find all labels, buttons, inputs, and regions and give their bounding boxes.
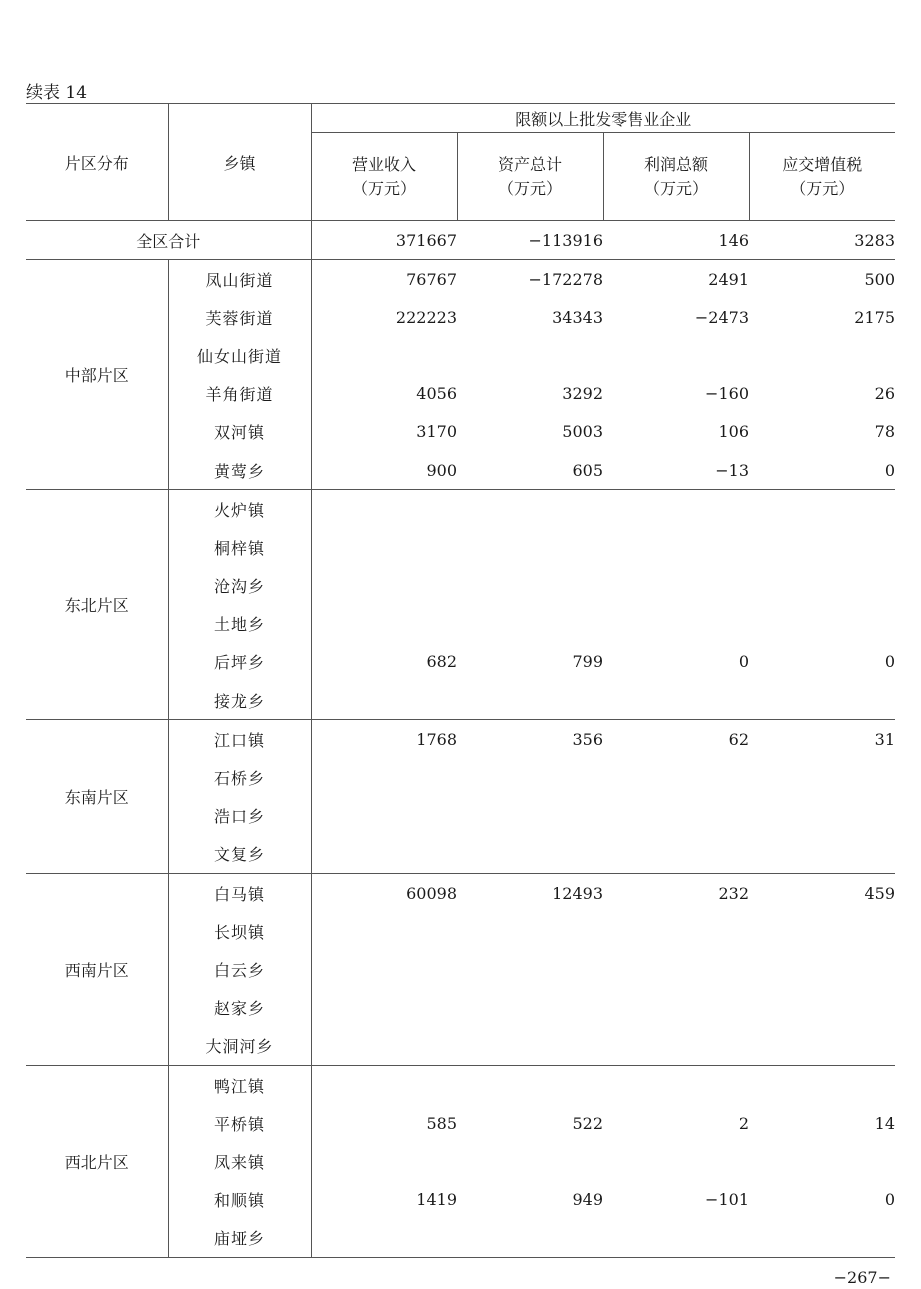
value-cell [603,797,749,835]
value-cell: 60098 [406,883,457,903]
value-cell: 0 [738,652,749,672]
table-caption: 续表 14 [26,83,88,103]
total-label: 全区合计 [26,221,311,260]
value-cell: 0 [884,652,896,672]
value-cell [311,528,457,566]
value-cell [457,336,603,374]
region-group [26,490,895,720]
value-cell: 900 [426,460,457,480]
town-cell: 长坝镇 [168,912,311,950]
value-cell: −101 [705,1190,749,1210]
value-cell: 14 [874,1113,896,1133]
value-cell: 500 [864,269,896,289]
value-cell [457,528,603,566]
value-cell [603,1219,749,1258]
header-town: 乡镇 [168,104,311,221]
value-cell [311,1142,457,1180]
value-cell: 1419 [416,1190,457,1210]
value-cell [603,1142,749,1180]
value-cell [311,1065,457,1104]
town-cell: 沧沟乡 [168,567,311,605]
value-cell [749,567,895,605]
total-section [26,221,895,260]
value-cell: 2175 [854,307,896,327]
header-revenue: 营业收入 （万元） [311,133,457,221]
value-cell: 222223 [395,307,457,327]
value-cell [603,1065,749,1104]
value-cell [603,681,749,720]
town-cell: 白云乡 [168,950,311,988]
town-cell: 和顺镇 [168,1181,311,1219]
header-profit: 利润总额 （万元） [603,133,749,221]
value-cell: 356 [572,729,603,749]
region-cell: 西南片区 [26,874,168,1066]
value-cell [457,567,603,605]
total-value: −113916 [457,221,603,260]
table-row [26,260,895,299]
value-cell: 3292 [562,384,603,404]
value-cell [311,567,457,605]
value-cell: 0 [884,1190,896,1210]
value-cell [603,490,749,529]
value-cell [749,336,895,374]
value-cell: 106 [718,422,749,442]
value-cell [749,1065,895,1104]
value-cell: 522 [572,1113,603,1133]
table-row [26,490,895,529]
value-cell: 31 [874,729,896,749]
value-cell [311,912,457,950]
value-cell: 78 [874,422,896,442]
value-cell: 76767 [406,269,457,289]
value-cell [311,797,457,835]
value-cell: 4056 [416,384,457,404]
value-cell [749,605,895,643]
value-cell [457,950,603,988]
value-cell [311,1027,457,1066]
value-cell: 949 [572,1190,603,1210]
town-cell: 土地乡 [168,605,311,643]
value-cell: 3170 [416,422,457,442]
value-cell [749,528,895,566]
region-group [26,1065,895,1257]
value-cell [603,989,749,1027]
value-cell [311,835,457,874]
value-cell: 5003 [562,422,603,442]
value-cell [457,989,603,1027]
value-cell [457,490,603,529]
value-cell [457,605,603,643]
value-cell: 34343 [552,307,603,327]
value-cell [749,758,895,796]
total-row [26,221,895,260]
table-header [26,104,895,221]
town-cell: 凤山街道 [168,260,311,299]
value-cell [749,912,895,950]
region-cell: 东北片区 [26,490,168,720]
town-cell: 鸭江镇 [168,1065,311,1104]
header-group: 限额以上批发零售业企业 [311,104,895,133]
value-cell [603,567,749,605]
value-cell: 2 [738,1113,749,1133]
value-cell [603,528,749,566]
value-cell [457,1065,603,1104]
town-cell: 白马镇 [168,874,311,913]
value-cell [749,490,895,529]
value-cell [457,1219,603,1258]
page-number: −267− [833,1268,891,1287]
value-cell: 2491 [708,269,749,289]
statistics-table [26,103,895,1258]
value-cell [749,1142,895,1180]
value-cell [311,490,457,529]
town-cell: 接龙乡 [168,681,311,720]
town-cell: 桐梓镇 [168,528,311,566]
value-cell: −13 [715,460,749,480]
town-cell: 平桥镇 [168,1104,311,1142]
value-cell: 12493 [552,883,603,903]
town-cell: 石桥乡 [168,758,311,796]
value-cell [603,912,749,950]
value-cell [749,681,895,720]
value-cell: 0 [884,460,896,480]
town-cell: 江口镇 [168,720,311,759]
header-assets: 资产总计 （万元） [457,133,603,221]
region-group [26,260,895,490]
table-row [26,1065,895,1104]
value-cell [603,835,749,874]
region-cell: 东南片区 [26,720,168,874]
value-cell [457,1142,603,1180]
town-cell: 庙垭乡 [168,1219,311,1258]
value-cell [311,989,457,1027]
value-cell [603,1027,749,1066]
region-group [26,874,895,1066]
region-cell: 西北片区 [26,1065,168,1257]
value-cell [311,336,457,374]
value-cell [749,1027,895,1066]
value-cell [311,950,457,988]
region-cell: 中部片区 [26,260,168,490]
total-value: 146 [603,221,749,260]
town-cell: 后坪乡 [168,643,311,681]
value-cell: 799 [572,652,603,672]
value-cell: 605 [572,460,603,480]
value-cell: 232 [718,883,749,903]
value-cell [311,1219,457,1258]
value-cell [749,1219,895,1258]
value-cell [457,912,603,950]
value-cell [311,758,457,796]
town-cell: 大洞河乡 [168,1027,311,1066]
total-value: 371667 [311,221,457,260]
value-cell [457,681,603,720]
value-cell: 585 [426,1113,457,1133]
value-cell: 62 [728,729,749,749]
town-cell: 仙女山街道 [168,336,311,374]
header-region: 片区分布 [26,104,168,221]
region-group [26,720,895,874]
value-cell [603,605,749,643]
value-cell [749,989,895,1027]
town-cell: 双河镇 [168,413,311,451]
value-cell [603,336,749,374]
value-cell: 682 [426,652,457,672]
town-cell: 文复乡 [168,835,311,874]
town-cell: 芙蓉街道 [168,298,311,336]
value-cell: −160 [705,384,749,404]
value-cell [457,1027,603,1066]
header-vat: 应交增值税 （万元） [782,154,863,198]
town-cell: 黄莺乡 [168,451,311,490]
value-cell: 1768 [416,729,457,749]
value-cell: −2473 [694,307,749,327]
value-cell [457,797,603,835]
town-cell: 赵家乡 [168,989,311,1027]
town-cell: 浩口乡 [168,797,311,835]
table-row [26,720,895,759]
value-cell [457,835,603,874]
town-cell: 凤来镇 [168,1142,311,1180]
value-cell: 459 [864,883,896,903]
value-cell: −172278 [528,269,603,289]
table-row [26,874,895,913]
town-cell: 羊角街道 [168,375,311,413]
value-cell [603,950,749,988]
value-cell [749,950,895,988]
value-cell [749,835,895,874]
value-cell [311,605,457,643]
value-cell: 26 [874,384,896,404]
value-cell [311,681,457,720]
value-cell [749,797,895,835]
value-cell [457,758,603,796]
value-cell [603,758,749,796]
town-cell: 火炉镇 [168,490,311,529]
total-value: 3283 [749,221,895,260]
